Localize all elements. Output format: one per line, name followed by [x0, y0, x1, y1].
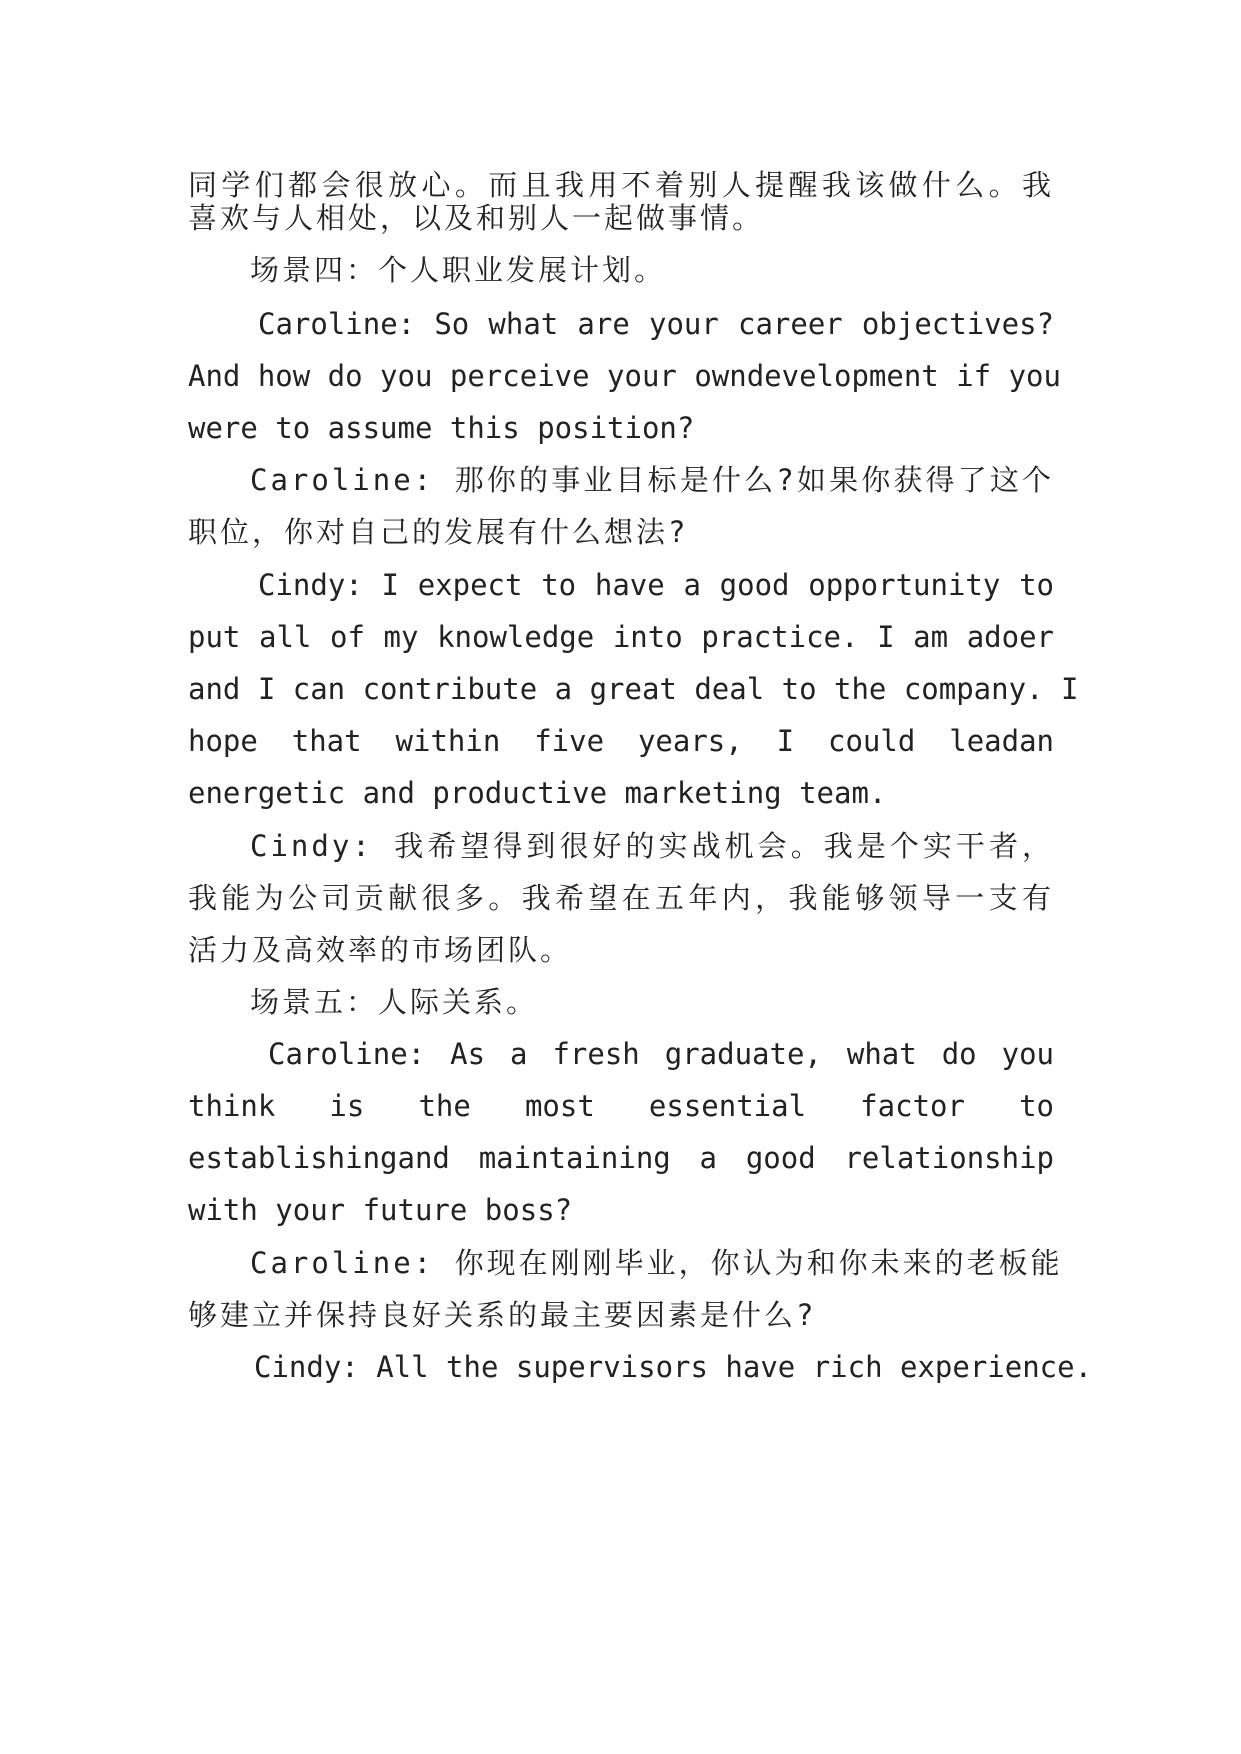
- text-line: and I can contribute a great deal to the company. I: [188, 672, 1079, 706]
- text-line: 我能为公司贡献很多。我希望在五年内，我能够领导一支有: [188, 881, 1054, 915]
- text-line: Cindy: I expect to have a good opportunity to: [258, 568, 1054, 602]
- text-line: 喜欢与人相处，以及和别人一起做事情。: [188, 201, 765, 235]
- text-line: 够建立并保持良好关系的最主要因素是什么?: [188, 1298, 817, 1332]
- section-heading: 场景四：个人职业发展计划。: [250, 253, 667, 287]
- text-line: think is the most essential factor to: [188, 1089, 1054, 1123]
- text-line: were to assume this position?: [188, 411, 695, 445]
- text-line: 同学们都会很放心。而且我用不着别人提醒我该做什么。我: [188, 168, 1054, 202]
- text-line: 职位，你对自己的发展有什么想法?: [188, 515, 689, 549]
- text-line: hope that within five years, I could leadan: [188, 724, 1054, 758]
- section-heading: 场景五：人际关系。: [250, 985, 539, 1019]
- text-line: Cindy: 我希望得到很好的实战机会。我是个实干者，: [250, 829, 1054, 863]
- text-line: Caroline: So what are your career objectives?: [258, 307, 1054, 341]
- text-line: Caroline: 那你的事业目标是什么?如果你获得了这个: [250, 463, 1054, 497]
- text-line: with your future boss?: [188, 1193, 573, 1227]
- text-line: Caroline: As a fresh graduate, what do you: [268, 1037, 1054, 1071]
- text-line: establishingand maintaining a good relationship: [188, 1141, 1054, 1175]
- text-line: Cindy: All the supervisors have rich experience.: [254, 1350, 1093, 1384]
- text-line: And how do you perceive your owndevelopment if you: [188, 359, 1061, 393]
- text-line: put all of my knowledge into practice. I am adoer: [188, 620, 1054, 654]
- text-line: energetic and productive marketing team.: [188, 776, 887, 810]
- text-line: Caroline: 你现在刚刚毕业，你认为和你未来的老板能: [250, 1246, 1063, 1280]
- text-line: 活力及高效率的市场团队。: [188, 933, 573, 967]
